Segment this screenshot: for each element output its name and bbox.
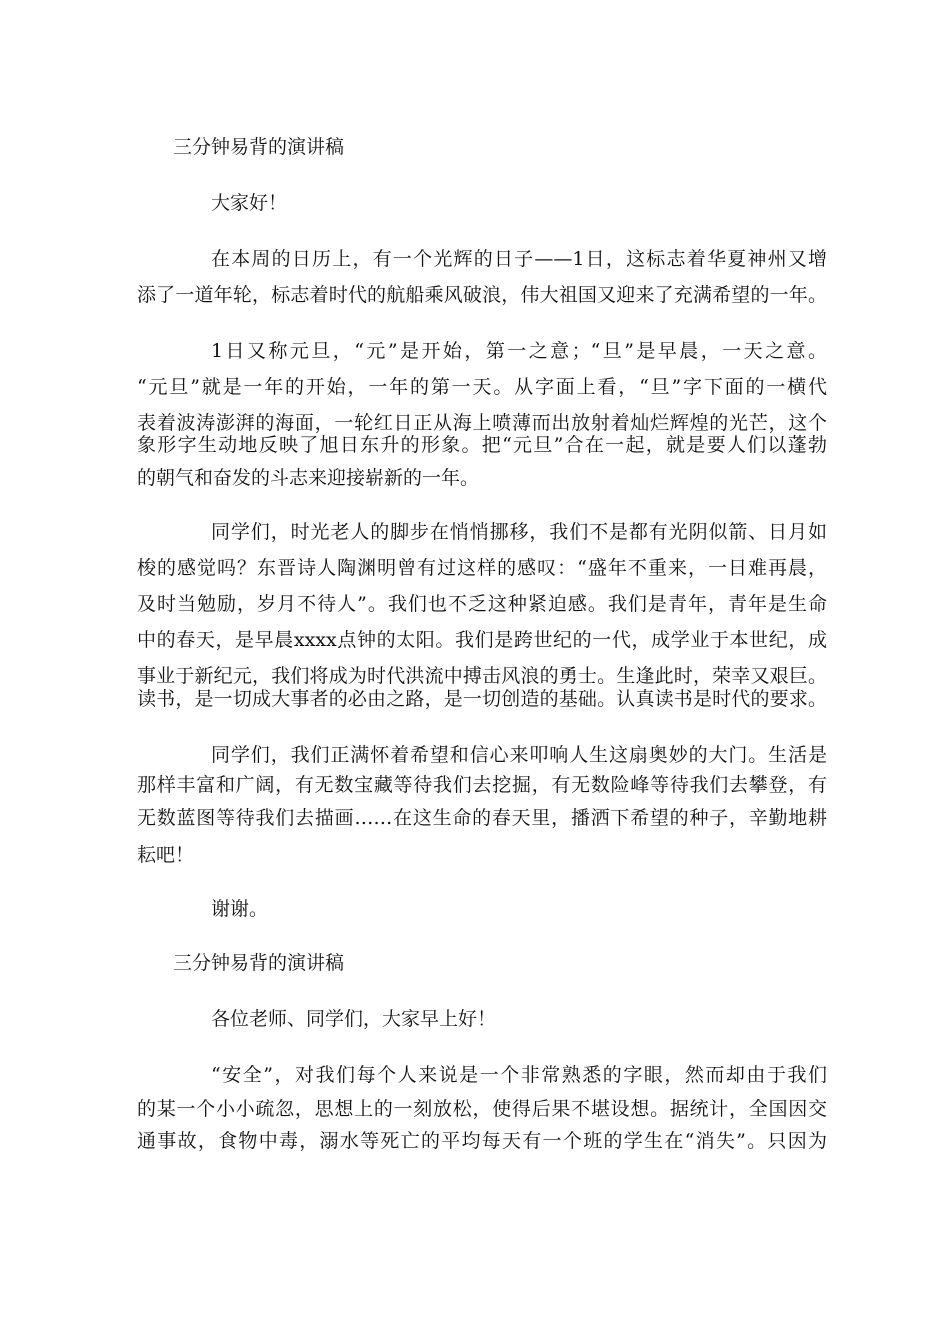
greeting: 大家好！ xyxy=(211,192,288,214)
paragraph-line: 耘吧！ xyxy=(137,844,195,866)
closing-thanks: 谢谢。 xyxy=(211,898,269,920)
paragraph-line: 的某一个小小疏忽，思想上的一刻放松，使得后果不堪设想。据统计，全国因交 xyxy=(137,1098,827,1120)
paragraph-line: “安全”，对我们每个人来说是一个非常熟悉的字眼，然而却由于我们 xyxy=(211,1064,827,1086)
paragraph-line: 那样丰富和广阔，有无数宝藏等待我们去挖掘，有无数险峰等待我们去攀登，有 xyxy=(137,774,827,796)
paragraph-line: 的朝气和奋发的斗志来迎接崭新的一年。 xyxy=(137,467,480,489)
paragraph-line: 同学们，我们正满怀着希望和信心来叩响人生这扇奥妙的大门。生活是 xyxy=(211,744,827,766)
paragraph-line: 1日又称元旦，“元”是开始，第一之意；“旦”是早晨，一天之意。 xyxy=(211,340,827,362)
paragraph-line: 读书，是一切成大事者的必由之路，是一切创造的基础。认真读书是时代的要求。 xyxy=(137,688,827,710)
paragraph-line: 象形字生动地反映了旭日东升的形象。把“元旦”合在一起，就是要人们以蓬勃 xyxy=(137,434,827,456)
paragraph-line: 通事故，食物中毒，溺水等死亡的平均每天有一个班的学生在“消失”。只因为 xyxy=(137,1130,827,1152)
paragraph-line: 事业于新纪元，我们将成为时代洪流中搏击风浪的勇士。生逢此时，荣幸又艰巨。 xyxy=(137,665,827,687)
speech-title: 三分钟易背的演讲稿 xyxy=(173,952,345,974)
paragraph-line: 添了一道年轮，标志着时代的航船乘风破浪，伟大祖国又迎来了充满希望的一年。 xyxy=(137,284,827,306)
paragraph-line: 在本周的日历上，有一个光辉的日子——1日，这标志着华夏神州又增 xyxy=(211,248,827,270)
speech-title: 三分钟易背的演讲稿 xyxy=(173,136,345,158)
paragraph-line: 表着波涛澎湃的海面，一轮红日正从海上喷薄而出放射着灿烂辉煌的光芒，这个 xyxy=(137,412,827,434)
paragraph-line: 无数蓝图等待我们去描画……在这生命的春天里，播洒下希望的种子，辛勤地耕 xyxy=(137,807,827,829)
greeting: 各位老师、同学们，大家早上好！ xyxy=(211,1008,497,1030)
paragraph-line: 及时当勉励，岁月不待人”。我们也不乏这种紧迫感。我们是青年，青年是生命 xyxy=(137,593,827,615)
paragraph-line: 中的春天，是早晨xxxx点钟的太阳。我们是跨世纪的一代，成学业于本世纪，成 xyxy=(137,629,827,651)
paragraph-line: 梭的感觉吗？东晋诗人陶渊明曾有过这样的感叹：“盛年不重来，一日难再晨， xyxy=(137,557,827,579)
paragraph-line: “元旦”就是一年的开始，一年的第一天。从字面上看，“旦”字下面的一横代 xyxy=(137,376,827,398)
paragraph-line: 同学们，时光老人的脚步在悄悄挪移，我们不是都有光阴似箭、日月如 xyxy=(211,521,827,543)
